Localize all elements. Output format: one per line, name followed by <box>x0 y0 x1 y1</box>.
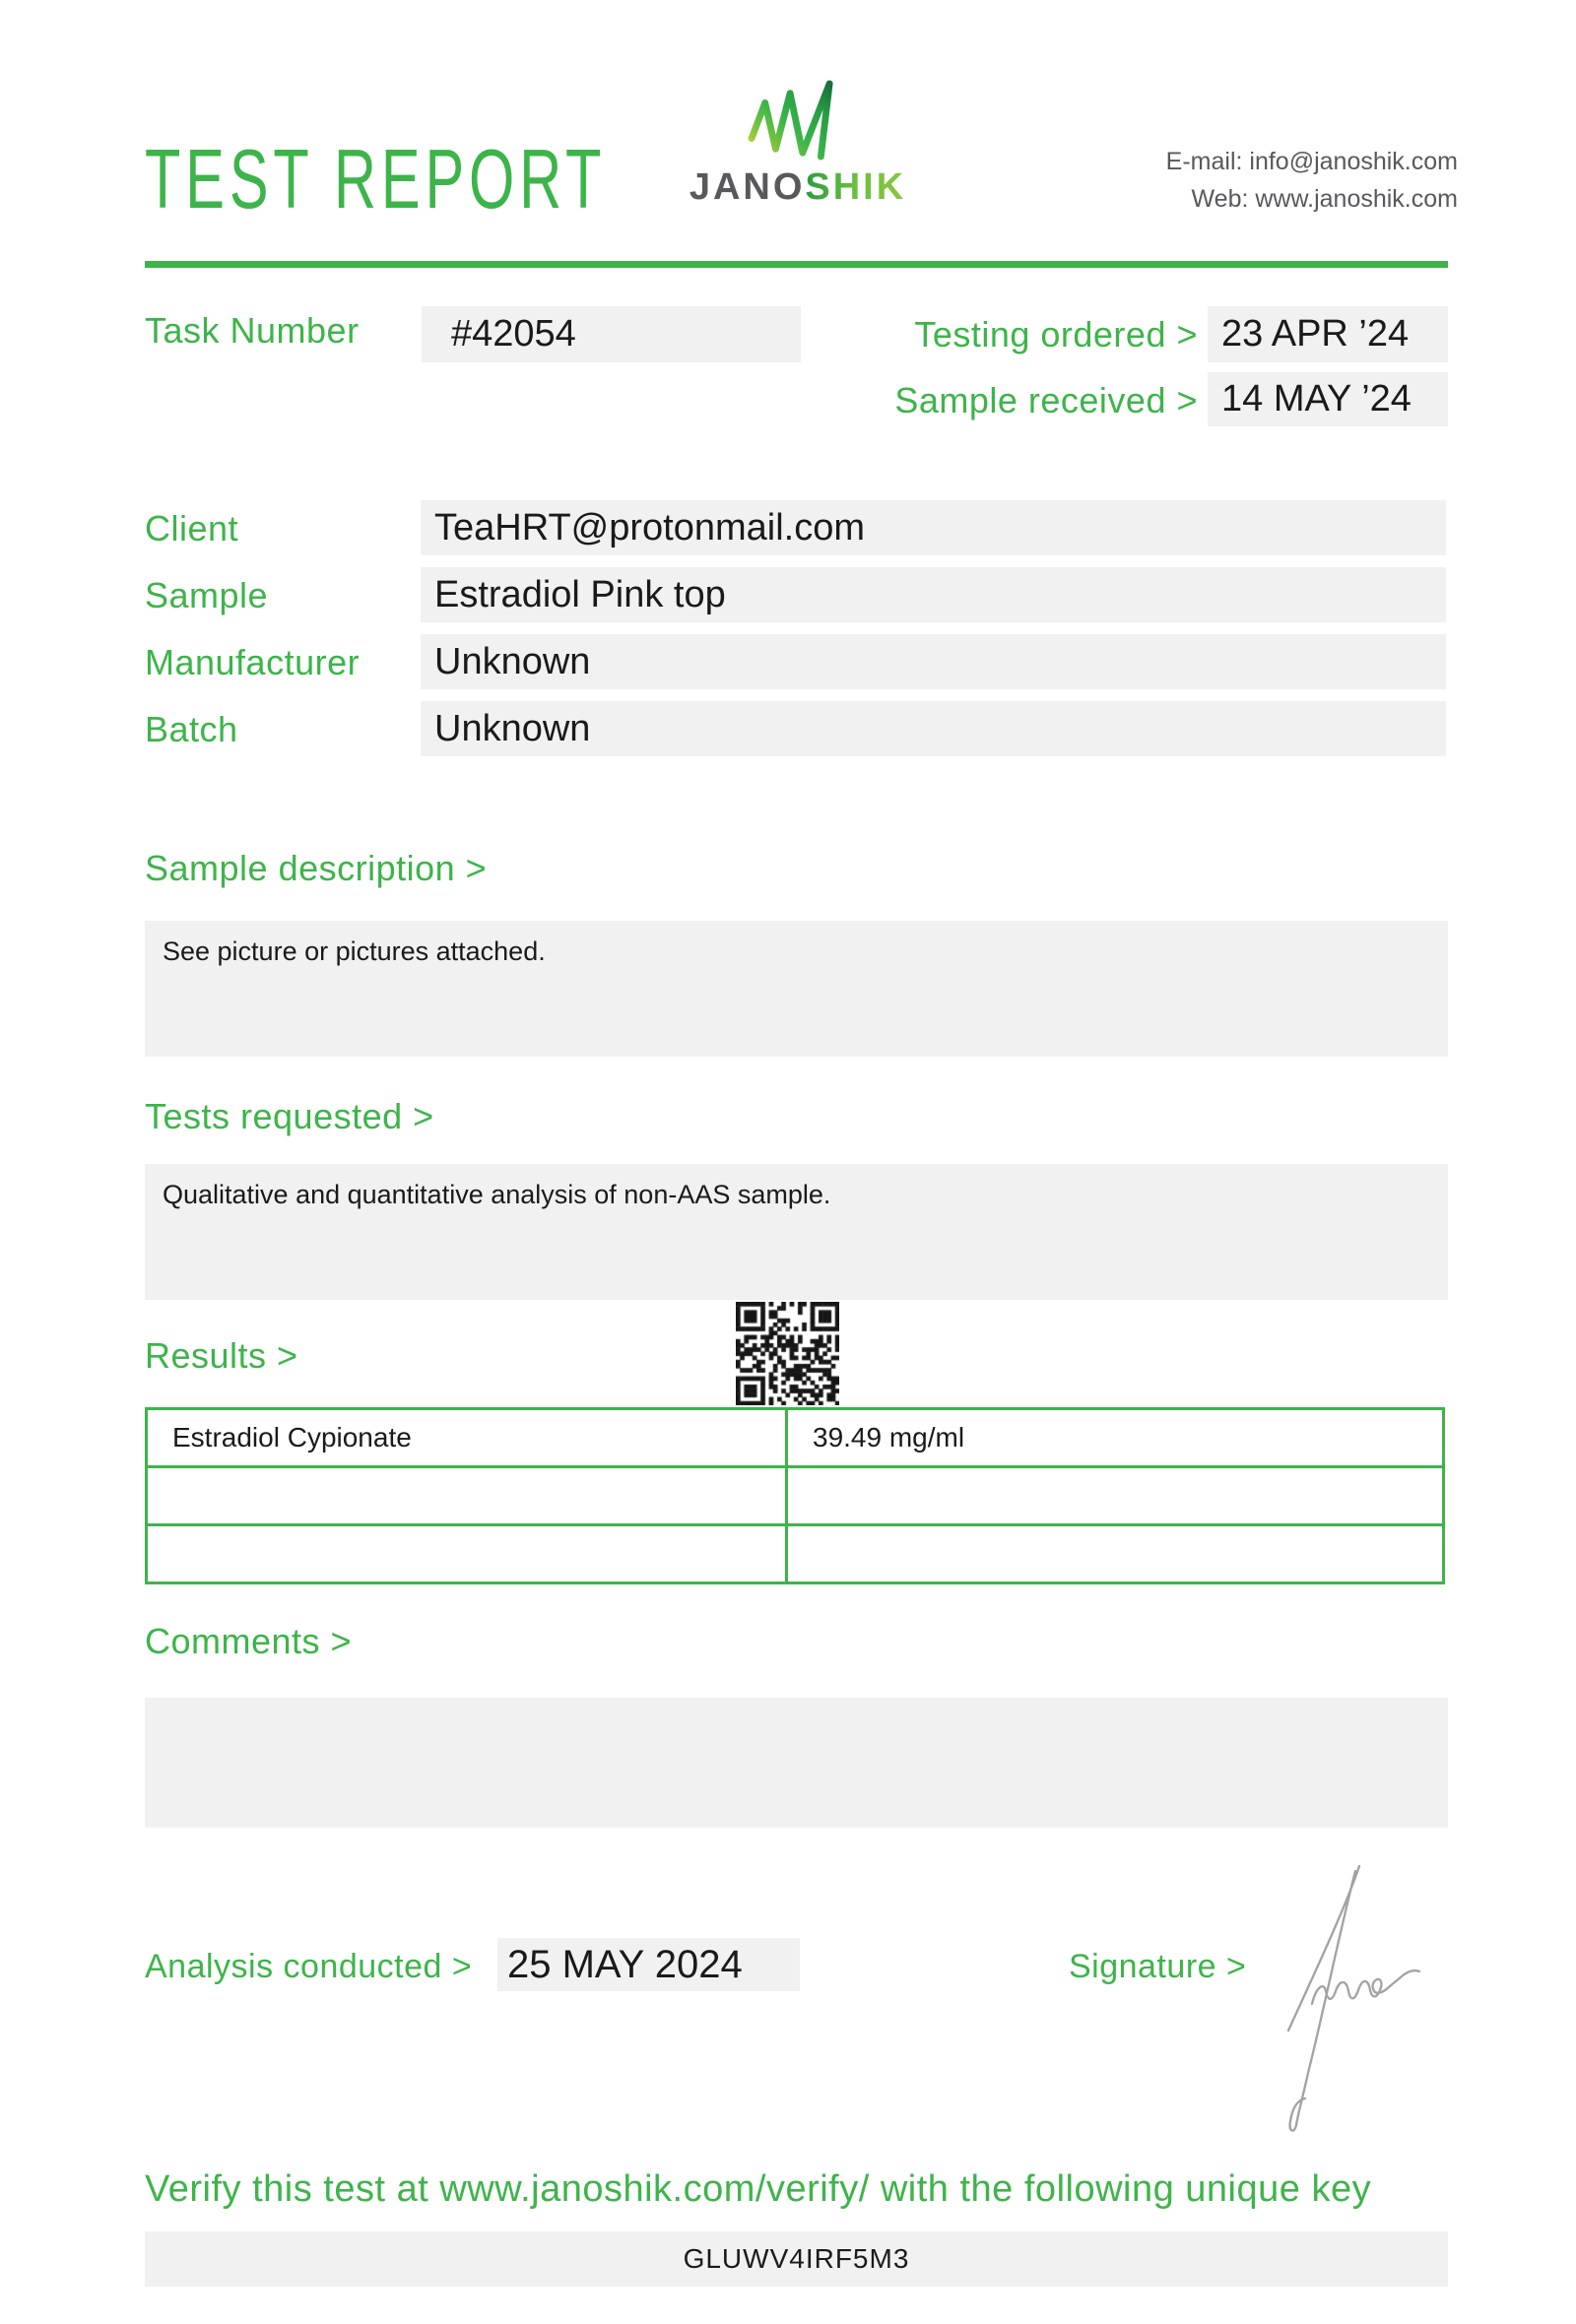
header-divider <box>145 261 1448 268</box>
result-value-cell <box>787 1467 1444 1525</box>
contact-web: Web: www.janoshik.com <box>1191 185 1458 213</box>
logo-text-shik: SHIK <box>805 166 907 208</box>
batch-label: Batch <box>145 709 238 749</box>
comments-text <box>145 1698 1448 1713</box>
result-analyte: Estradiol Cypionate <box>172 1422 412 1452</box>
result-row <box>147 1409 1444 1467</box>
sample-value-box <box>421 567 1446 622</box>
report-title: TEST REPORT <box>145 133 607 226</box>
analysis-conducted-label: Analysis conducted > <box>145 1948 473 1985</box>
testing-ordered-value: 23 APR ’24 <box>1221 313 1410 355</box>
results-table <box>145 1407 1445 1584</box>
batch-value: Unknown <box>434 707 591 749</box>
sample-description-box <box>145 921 1448 1057</box>
tests-requested-heading: Tests requested > <box>145 1096 434 1136</box>
analysis-date-box <box>497 1938 800 1991</box>
result-value-cell <box>787 1525 1444 1583</box>
task-number-value: #42054 <box>451 313 576 355</box>
sample-description-heading: Sample description > <box>145 848 488 888</box>
result-row <box>147 1467 1444 1525</box>
tests-requested-box <box>145 1164 1448 1300</box>
client-label: Client <box>145 508 239 549</box>
results-heading: Results > <box>145 1335 298 1376</box>
result-analyte-cell <box>147 1409 787 1467</box>
batch-value-box <box>421 701 1446 756</box>
tests-requested-text: Qualitative and quantitative analysis of non-AAS sample. <box>163 1180 831 1209</box>
qr-code <box>736 1302 839 1405</box>
manufacturer-value-box <box>421 634 1446 689</box>
verify-key-box <box>145 2231 1448 2287</box>
verify-text: Verify this test at www.janoshik.com/verify/ with the following unique key <box>145 2168 1372 2210</box>
result-analyte-cell <box>147 1525 787 1583</box>
sample-label: Sample <box>145 575 269 615</box>
sample-received-value-box <box>1208 372 1448 426</box>
result-value: 39.49 mg/ml <box>813 1422 965 1452</box>
sample-description-text: See picture or pictures attached. <box>163 936 546 966</box>
comments-heading: Comments > <box>145 1621 353 1661</box>
logo-wordmark <box>680 168 916 206</box>
manufacturer-value: Unknown <box>434 640 591 682</box>
signature-image <box>1261 1841 1458 2147</box>
testing-ordered-label: Testing ordered > <box>914 314 1198 355</box>
comments-box <box>145 1698 1448 1828</box>
sample-received-label: Sample received > <box>894 380 1198 420</box>
signature-label: Signature > <box>1069 1948 1247 1985</box>
manufacturer-label: Manufacturer <box>145 642 361 682</box>
analysis-date-value: 25 MAY 2024 <box>507 1942 743 1986</box>
client-value: TeaHRT@protonmail.com <box>434 506 866 549</box>
logo-text-jano: JANO <box>689 166 806 208</box>
result-analyte-cell <box>147 1467 787 1525</box>
sample-value: Estradiol Pink top <box>434 573 726 615</box>
contact-email: E-mail: info@janoshik.com <box>1165 148 1458 175</box>
client-value-box <box>421 500 1446 555</box>
result-value-cell <box>787 1409 1444 1467</box>
logo-chart-icon <box>746 79 842 161</box>
contact-block <box>1166 143 1458 218</box>
sample-received-value: 14 MAY ’24 <box>1221 378 1412 420</box>
verify-key: GLUWV4IRF5M3 <box>683 2243 910 2274</box>
testing-ordered-value-box <box>1208 306 1448 362</box>
task-number-value-box <box>422 306 801 362</box>
task-number-label: Task Number <box>145 310 360 351</box>
result-row <box>147 1525 1444 1583</box>
